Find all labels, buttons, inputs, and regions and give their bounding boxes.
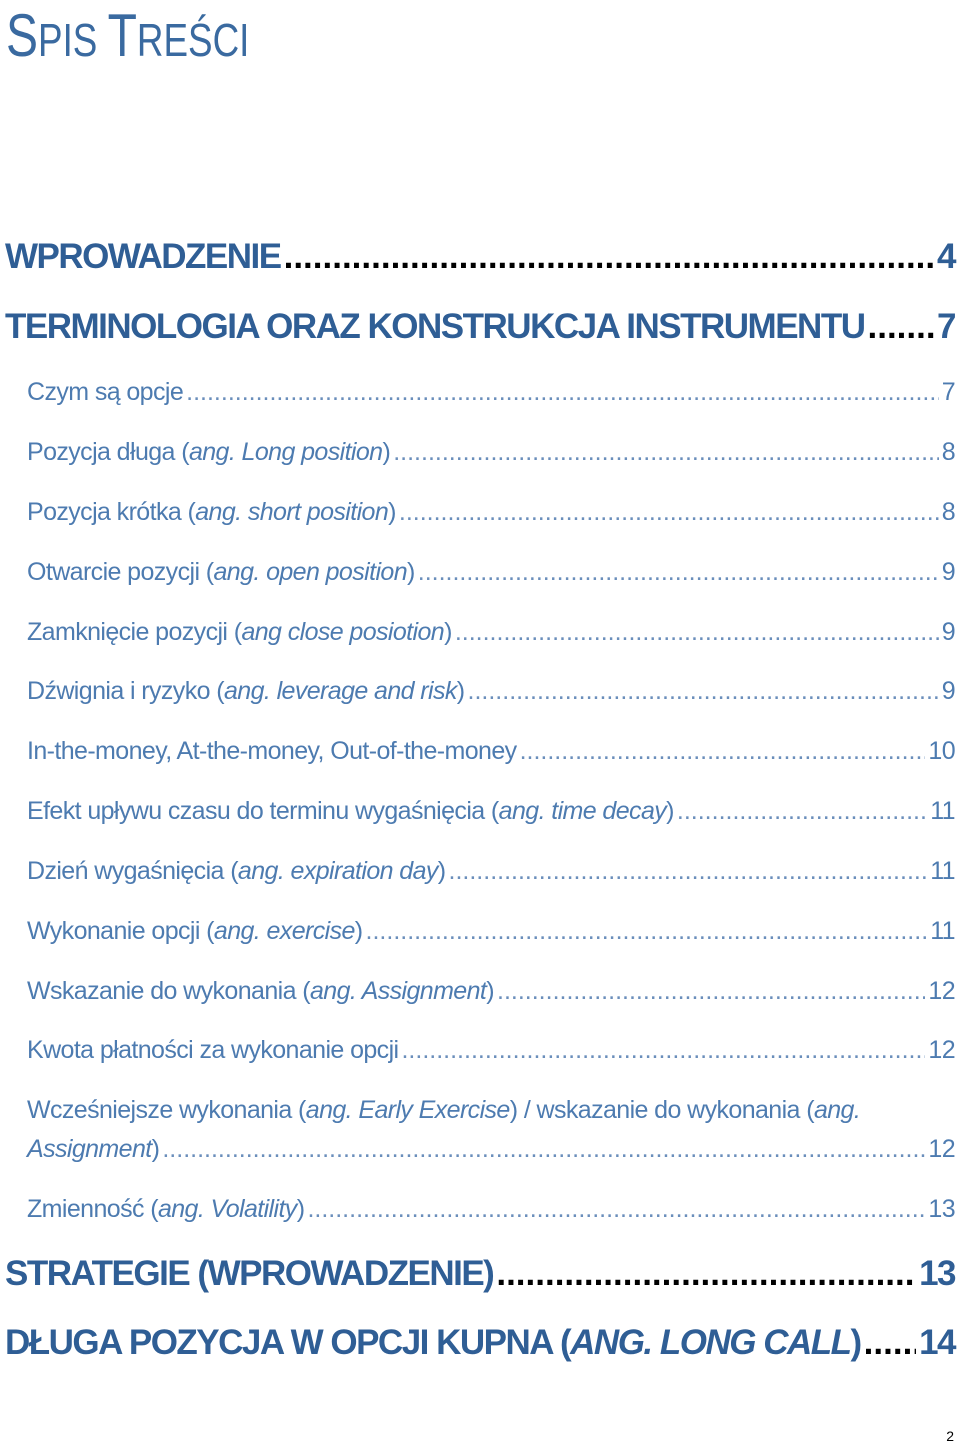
toc-entry-label [27,1193,304,1225]
toc-leader-dots [677,795,927,827]
label-italic-text: ANG. LONG CALL [570,1323,851,1362]
toc-entry-label-line2 [27,1133,159,1165]
label-text: DŁUGA POZYCJA W OPCJI KUPNA ( [5,1323,571,1362]
toc-page-number: 12 [928,977,955,1005]
toc-page-number: 13 [919,1254,955,1293]
toc-entry-label [27,675,465,707]
toc-entry-in-the-money[interactable] [27,735,955,767]
toc-leader-dots [284,236,934,278]
title-small-caps-1: PIS [38,14,108,66]
label-text: Zamknięcie pozycji ( [27,618,242,646]
toc-page-number: 9 [941,558,955,586]
label-text: ) [151,1135,160,1163]
toc-leader-dots [162,1133,925,1165]
toc-leader-dots [366,915,928,947]
page-title [6,0,249,76]
label-italic-text: ang. short position [195,498,389,526]
toc-leader-dots [418,556,939,588]
toc-entry-label: Kwota płatności za wykonanie opcji [27,1036,399,1064]
label-text: ) [407,558,415,586]
label-text: Dzień wygaśnięcia ( [27,857,238,885]
toc-entry-label: STRATEGIE (WPROWADZENIE) [5,1254,494,1293]
label-text: Wcześniejsze wykonania ( [27,1096,306,1124]
toc-page-number: 7 [937,307,955,346]
label-italic-text: Assignment [27,1135,152,1163]
toc-entry-pozycja-dluga[interactable] [27,436,955,468]
toc-entry-czym-sa-opcje[interactable] [27,376,955,408]
toc-entry-wprowadzenie[interactable] [5,236,955,278]
page-number: 2 [946,1428,954,1444]
toc-leader-dots [497,975,925,1007]
label-text: Zmienność ( [27,1195,158,1223]
toc-page-number: 13 [928,1195,955,1223]
toc-entry-label [5,1322,861,1364]
label-italic-text: ang. open position [213,558,408,586]
toc-leader-dots [401,1034,925,1066]
label-text: Efekt upływu czasu do terminu wygaśnięcia ( [27,797,499,825]
label-text: ) [666,797,674,825]
toc-entry-label [27,436,390,468]
label-text: ) [354,917,363,945]
toc-leader-dots [393,436,938,468]
toc-entry-label [27,616,452,648]
toc-entry-label [27,556,415,588]
toc-entry-strategie[interactable] [5,1253,955,1295]
toc-page-number: 4 [937,237,955,276]
label-text: ) [486,977,494,1005]
toc-page-number: 8 [941,498,955,526]
label-italic-text: ang. time decay [498,797,667,825]
toc-page-number: 12 [928,1135,955,1163]
toc-entry-wczesniejsze-wykonania[interactable] [27,1094,955,1165]
label-italic-text: ang. leverage and risk [223,677,457,705]
toc-page-number: 8 [941,438,955,466]
toc-leader-dots [399,496,939,528]
title-small-caps-2: REŚCI [136,14,250,66]
toc-leader-dots [186,376,939,408]
label-italic-text: ang. exercise [213,917,355,945]
label-italic-text: ang. Volatility [157,1195,297,1223]
toc-page-number: 11 [930,857,955,885]
label-text: Otwarcie pozycji ( [27,558,214,586]
toc-entry-label [27,496,396,528]
toc-entry-kwota-platnosci[interactable] [27,1034,955,1066]
label-text: ) / wskazanie do wykonania ( [509,1096,814,1124]
toc-entry-label [27,975,494,1007]
label-italic-text: ang. expiration day [237,857,438,885]
toc-entry-dluga-pozycja-long-call[interactable] [5,1322,955,1364]
toc-leader-dots [496,1253,916,1295]
label-text: ) [444,618,452,646]
toc-entry-zamkniecie-pozycji[interactable] [27,616,955,648]
toc-entry-wskazanie-do-wykonania[interactable] [27,975,955,1007]
toc-leader-dots [868,306,935,348]
label-italic-text: ang close posiotion [241,618,445,646]
toc-page-number: 7 [941,378,955,406]
label-text: ) [437,857,446,885]
toc-page-number: 10 [928,737,955,765]
toc-entry-label [27,915,363,947]
toc-entry-zmiennosc[interactable] [27,1193,955,1225]
toc-entry-terminologia[interactable] [5,306,955,348]
toc-leader-dots [307,1193,925,1225]
toc-entry-label [27,855,446,887]
toc-leader-dots [455,616,939,648]
toc-page-number: 11 [930,797,955,825]
title-cap-t: T [107,2,137,69]
title-cap-s: S [6,2,39,69]
toc-entry-otwarcie-pozycji[interactable] [27,556,955,588]
toc-entry-label: Czym są opcje [27,378,184,406]
toc-leader-dots [468,675,939,707]
toc-page-number: 9 [941,677,955,705]
label-text: Wykonanie opcji ( [27,917,214,945]
label-italic-text: ang. [813,1096,861,1124]
toc-page-number: 11 [930,917,955,945]
toc-leader-dots [520,735,926,767]
toc-entry-label: In-the-money, At-the-money, Out-of-the-money [27,737,517,765]
label-text: ) [388,498,396,526]
toc-entry-label: TERMINOLOGIA ORAZ KONSTRUKCJA INSTRUMENTU [5,307,865,346]
label-text: Pozycja krótka ( [27,498,196,526]
toc-page-number: 12 [928,1036,955,1064]
toc-leader-dots [864,1322,916,1364]
toc-entry-pozycja-krotka[interactable] [27,496,955,528]
label-italic-text: ang. Assignment [309,977,487,1005]
toc-entry-label-line1 [27,1094,955,1126]
toc-page-number: 14 [919,1323,955,1362]
toc-entry-label [27,795,674,827]
toc-entry-dzien-wygasniecia[interactable] [27,855,955,887]
label-text: ) [456,677,465,705]
label-italic-text: ang. Long position [188,438,383,466]
toc-leader-dots [449,855,928,887]
toc-page-number: 9 [941,618,955,646]
toc-entry-wykonanie-opcji[interactable] [27,915,955,947]
label-text: ) [296,1195,305,1223]
label-italic-text: ang. Early Exercise [305,1096,510,1124]
toc-entry-dzwignia-i-ryzyko[interactable] [27,675,955,707]
toc-entry-efekt-uplywu-czasu[interactable] [27,795,955,827]
label-text: ) [382,438,391,466]
label-text: Wskazanie do wykonania ( [27,977,310,1005]
toc-entry-label: WPROWADZENIE [5,237,281,276]
label-text: Dźwignia i ryzyko ( [27,677,224,705]
label-text: Pozycja długa ( [27,438,189,466]
label-text: ) [850,1323,861,1362]
